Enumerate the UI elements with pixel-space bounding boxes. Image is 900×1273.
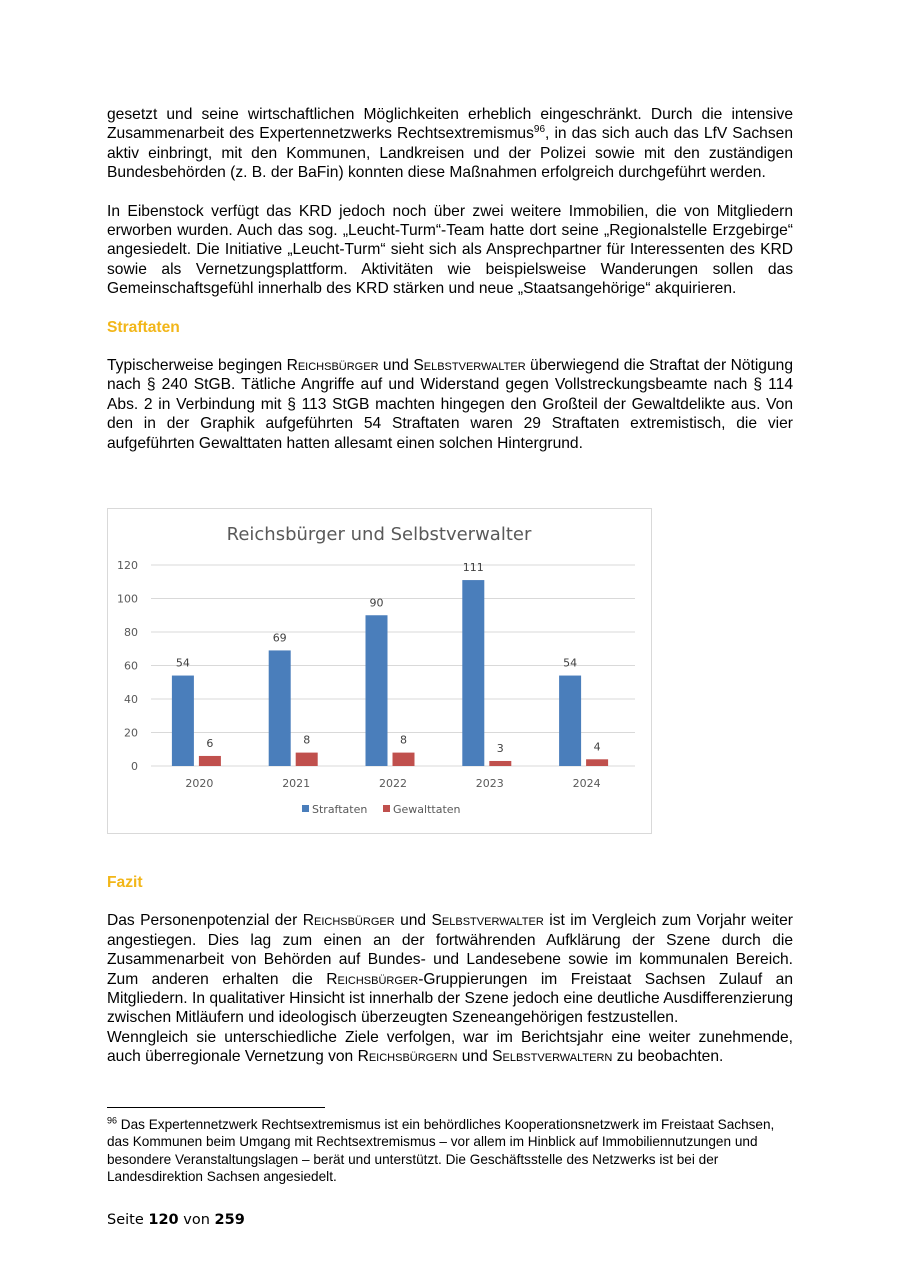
data-label: 90 — [369, 596, 384, 610]
bar-gewalttaten — [489, 761, 511, 766]
y-tick-label: 0 — [131, 760, 138, 773]
x-tick-label: 2024 — [572, 777, 601, 790]
y-tick-label: 100 — [117, 592, 138, 606]
chart-frame — [107, 508, 652, 834]
x-tick-label: 2022 — [379, 777, 407, 790]
paragraph-fazit: Das Personenpotenzial der Reichsbürger und Selbstverwalter ist im Vergleich zum Vorjahr weiter angestiegen. Dies lag zum einen an der fortwährenden Aufklärung der Szene durch die Zusammenarbeit von Behörden auf Bundes- und Landesebene sowie im kommunalen Bereich. Zum anderen erhalten die Reichsbürger-Gruppierungen im Freistaat Sachsen Zulauf an Mitgliedern. In qualitativer Hinsicht ist innerhalb der Szene jedoch eine deutliche Ausdifferenzierung zwischen Mitläufern und ideologisch überzeugten Szeneangehörigen festzustellen. — [107, 912, 793, 1027]
document-body-fazit — [107, 873, 793, 1067]
data-label: 8 — [303, 733, 311, 747]
data-label: 69 — [272, 631, 287, 645]
footnote-divider — [107, 1107, 325, 1108]
legend-label: Gewalttaten — [393, 803, 461, 816]
y-tick-label: 20 — [124, 726, 138, 740]
x-tick-label: 2020 — [185, 777, 214, 790]
heading-fazit: Fazit — [107, 874, 143, 891]
y-tick-label: 120 — [117, 559, 138, 572]
paragraph-eibenstock: In Eibenstock verfügt das KRD jedoch noch über zwei weitere Immobilien, die von Mitgliedern erworben wurden. Auch das sog. „Leucht-Turm“-Team hatte dort seine „Regionalstelle Erzgebirge“ angesiedelt. Die Initiative „Leucht-Turm“ sieht sich als Ansprechpartner für Interessenten des KRD sowie als Vernetzungsplattform. Aktivitäten wie beispielsweise Wanderungen sollen das Gemeinschaftsgefühl innerhalb des KRD stärken und neue „Staatsangehörige“ akquirieren. — [107, 202, 793, 298]
footnote-ref[interactable]: 96 — [533, 124, 546, 136]
y-tick-label: 80 — [124, 626, 138, 639]
data-label: 4 — [593, 740, 601, 754]
data-label: 54 — [563, 656, 578, 670]
data-label: 111 — [462, 561, 484, 575]
data-label: 6 — [206, 736, 214, 750]
footnote — [107, 1116, 797, 1185]
legend-label: Straftaten — [312, 803, 368, 816]
y-tick-label: 60 — [124, 659, 138, 673]
paragraph-straftaten: Typischerweise begingen Reichsbürger und Selbstverwalter überwiegend die Straftat der Nötigung nach § 240 StGB. Tätliche Angriffe auf und Widerstand gegen Vollstreckungsbeamte nach § 114 Abs. 2 in Verbindung mit § 113 StGB machten hingegen den Großteil der Gewaltdelikte aus. Von den in der Graphik aufgeführten 54 Straftaten waren 29 Straftaten extremistisch, die vier aufgeführten Gewalttaten hatten allesamt einen solchen Hintergrund. — [107, 357, 793, 452]
paragraph-vernetzung: Wenngleich sie unterschiedliche Ziele verfolgen, war im Berichtsjahr eine weiter zunehmende, auch überregionale Vernetzung von Reichsbürgern und Selbstverwaltern zu beobachten. — [107, 1028, 793, 1066]
bar-straftaten — [269, 650, 291, 766]
data-label: 54 — [175, 656, 190, 670]
paragraph-text: , in das sich auch das LfV Sachsen aktiv einbringt, mit den Kommunen, Landkreisen und der Polizei sowie mit den zuständigen Bundesbehörden (z. B. der BaFin) konnten diese Maßnahmen erfolgreich durchgeführt werden. — [107, 125, 793, 182]
bar-chart — [108, 509, 651, 833]
heading-straftaten: Straftaten — [107, 318, 180, 336]
bar-gewalttaten — [296, 753, 318, 766]
footnote-text: Das Expertennetzwerk Rechtsextremismus ist ein behördliches Kooperationsnetzwerk im Freistaat Sachsen, das Kommunen beim Umgang mit Rechtsextremismus – vor allem im Hinblick auf Immobiliennutzungen und besondere Veranstaltungslagen – berät und unterstützt. Die Geschäftsstelle des Netzwerks ist bei der Landesdirektion Sachsen angesiedelt. — [107, 1117, 775, 1184]
x-tick-label: 2023 — [475, 777, 504, 790]
footnote-number: 96 — [107, 1115, 118, 1126]
data-label: 8 — [400, 733, 407, 747]
y-tick-label: 40 — [124, 693, 138, 706]
document-body — [107, 105, 793, 453]
page-number: Seite 120 von 259 — [107, 1212, 245, 1228]
bar-gewalttaten — [393, 753, 415, 766]
legend-swatch — [383, 805, 390, 812]
bar-straftaten — [559, 676, 581, 766]
legend-swatch — [302, 805, 309, 812]
bar-gewalttaten — [586, 759, 608, 766]
bar-straftaten — [366, 615, 388, 766]
x-tick-label: 2021 — [282, 777, 311, 790]
chart-title: Reichsbürger und Selbstverwalter — [226, 524, 532, 545]
paragraph-text: gesetzt und seine wirtschaftlichen Möglichkeiten erheblich eingeschränkt. Durch die intensive Zusammenarbeit des Expertennetzwerks Rechtsextremismus — [107, 106, 793, 143]
bar-straftaten — [462, 580, 484, 766]
data-label: 3 — [496, 741, 504, 755]
bar-gewalttaten — [199, 756, 221, 766]
paragraph-network — [107, 105, 793, 183]
bar-straftaten — [172, 676, 194, 766]
